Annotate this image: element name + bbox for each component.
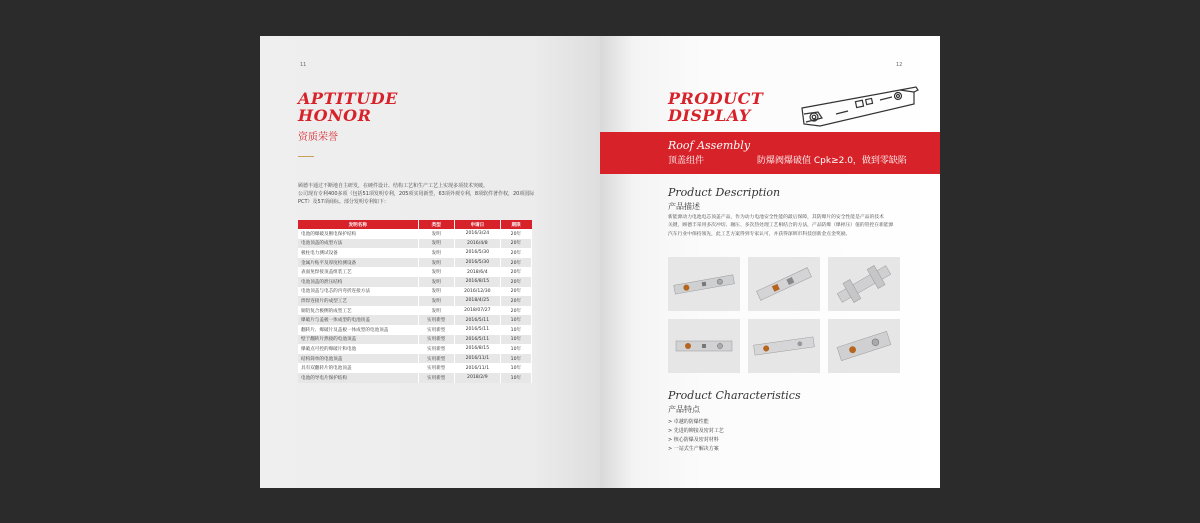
title-line-1: APTITUDE [298,89,398,108]
cell-term: 20年 [500,239,531,249]
subtitle-cn: 资质荣誉 [298,132,338,143]
cell-type: 发明 [418,248,454,258]
cell-type: 发明 [418,229,454,239]
table-row [298,354,532,364]
cell-name: 爆破片与盖板一体成型的电池顶盖 [298,315,418,325]
col-header-date: 申请日 [454,220,500,229]
table-row [298,248,532,258]
patent-table-body [298,229,532,383]
cell-name: 铜铝复合极侧的成型工艺 [298,306,418,316]
roof-assembly-line-drawing [796,84,920,130]
characteristic-item: > 一站式生产解决方案 [668,446,719,452]
table-row [298,239,532,249]
cell-term: 20年 [500,248,531,258]
cell-date: 2018/4/25 [454,296,500,306]
cell-type: 发明 [418,239,454,249]
product-photo-4 [668,319,740,373]
cell-name: 具有双翻转片的电池顶盖 [298,363,418,373]
page-number-right: 12 [896,62,903,68]
cell-name: 极柱电力测试设备 [298,248,418,258]
cell-type: 发明 [418,267,454,277]
table-row [298,363,532,373]
banner-spec: 防爆阀爆破值 Cpk≥2.0，做到零缺陷 [757,156,907,166]
intro-paragraph [298,182,538,206]
description-paragraph [668,214,914,239]
table-row [298,296,532,306]
intro-line: 顾德丰通过不断地自主研发，在硬件设计、结构工艺和生产工艺上实现多项技术突破。 [298,183,489,189]
product-display-heading [668,90,763,124]
description-title-cn: 产品描述 [668,202,700,211]
cell-date: 2018/2/9 [454,373,500,383]
table-row [298,287,532,297]
cell-term: 10年 [500,315,531,325]
characteristics-title-cn: 产品特点 [668,405,700,414]
cell-date: 2016/5/11 [454,325,500,335]
cell-name: 爆破点可控的爆破片和电池 [298,344,418,354]
patent-table [298,220,532,383]
page-number-left: 11 [300,62,307,68]
cell-term: 20年 [500,229,531,239]
table-row [298,335,532,345]
cell-date: 2016/5/11 [454,315,500,325]
banner-title-cn: 顶盖组件 [668,156,705,166]
cell-date: 2016/5/30 [454,248,500,258]
cell-type: 发明 [418,277,454,287]
aptitude-honor-heading [298,90,398,143]
intro-line: 公司现有专利400多项（包括51项发明专利，205项实用新型，63项外观专利，8项软件著作权，20项国际 [298,191,535,197]
characteristic-item: > 卓越的防爆性能 [668,419,709,425]
title-line-2: HONOR [298,106,372,125]
product-photo-2 [748,257,820,311]
table-row [298,258,532,268]
product-photo-3 [828,257,900,311]
cell-name: 结构简单的电池顶盖 [298,354,418,364]
cell-term: 10年 [500,335,531,345]
description-line: 汽车行业中保持领先，此工艺方案得到专家认可，并获得深圳市科技创新金点金奖励。 [668,231,851,237]
table-row [298,267,532,277]
cell-type: 实用新型 [418,335,454,345]
cell-term: 10年 [500,363,531,373]
description-line: 关键，顾德丰采用多次冲切、辗压、多次热处理工艺相结合的方法，产品防爆（爆掉压）值的管控在新能源 [668,223,894,229]
cell-type: 实用新型 [418,315,454,325]
patent-table-header [298,220,532,229]
cell-date: 2018/07/27 [454,306,500,316]
cell-date: 2018/6/4 [454,267,500,277]
cell-name: 电池的导电片保护结构 [298,373,418,383]
description-title-en: Product Description [668,186,781,199]
table-row [298,315,532,325]
cell-term: 20年 [500,277,531,287]
cell-term: 20年 [500,306,531,316]
cell-type: 实用新型 [418,344,454,354]
cell-term: 20年 [500,296,531,306]
cell-term: 10年 [500,344,531,354]
col-header-term: 期限 [500,220,531,229]
cell-date: 2016/12/30 [454,287,500,297]
cell-name: 电池顶盖的泄压结构 [298,277,418,287]
characteristic-item: > 先进的铆接及密封工艺 [668,428,724,434]
cell-date: 2016/5/11 [454,335,500,345]
cell-date: 2016/8/15 [454,344,500,354]
banner-title-en: Roof Assembly [668,139,751,152]
cell-name: 翻转片、爆破片及盖板一体成型的电池顶盖 [298,325,418,335]
characteristic-item: > 核心防爆及密封材料 [668,437,719,443]
title-divider [298,156,314,157]
description-line: 新能源动力电池电芯顶盖产品，作为动力电池安全性能的最后保障，其防爆片的安全性能是产品的技术 [668,215,884,220]
cell-name: 电池顶盖的成型方法 [298,239,418,249]
cell-type: 发明 [418,296,454,306]
table-row [298,229,532,239]
cell-name: 焊焊连接片的成型工艺 [298,296,418,306]
cell-term: 10年 [500,325,531,335]
cell-name: 电池顶盖与电芯的内弯折连接方法 [298,287,418,297]
cell-type: 实用新型 [418,325,454,335]
product-photo-1 [668,257,740,311]
table-row [298,277,532,287]
cell-name: 电池的爆破及断电保护结构 [298,229,418,239]
product-photo-5 [748,319,820,373]
cell-name: 表面免焊接顶盖组装工艺 [298,267,418,277]
cell-date: 2016/11/1 [454,354,500,364]
cell-date: 2016/4/8 [454,239,500,249]
table-row [298,344,532,354]
table-row [298,373,532,383]
characteristics-title-en: Product Characteristics [668,389,801,402]
left-page [260,36,600,488]
cell-type: 实用新型 [418,373,454,383]
title-line-2: DISPLAY [668,106,751,125]
cell-date: 2016/3/24 [454,229,500,239]
cell-date: 2016/8/15 [454,277,500,287]
col-header-type: 类型 [418,220,454,229]
cell-type: 实用新型 [418,363,454,373]
table-row [298,306,532,316]
cell-type: 发明 [418,258,454,268]
col-header-name: 发明名称 [298,220,418,229]
intro-line: PCT）及57项商标。部分发明专利如下： [298,199,389,205]
cell-type: 发明 [418,306,454,316]
product-photo-6 [828,319,900,373]
cell-date: 2016/11/1 [454,363,500,373]
cell-type: 实用新型 [418,354,454,364]
cell-name: 壁于翻转片然接的电池顶盖 [298,335,418,345]
cell-date: 2016/5/30 [454,258,500,268]
cell-term: 20年 [500,267,531,277]
right-page [600,36,940,488]
cell-term: 20年 [500,258,531,268]
table-row [298,325,532,335]
title-line-1: PRODUCT [668,89,764,108]
cell-term: 20年 [500,287,531,297]
cell-type: 发明 [418,287,454,297]
cell-term: 10年 [500,373,531,383]
cell-term: 10年 [500,354,531,364]
characteristics-list [668,418,724,454]
brochure-spread [260,36,940,488]
cell-name: 金属片贴平及厚度检测设备 [298,258,418,268]
